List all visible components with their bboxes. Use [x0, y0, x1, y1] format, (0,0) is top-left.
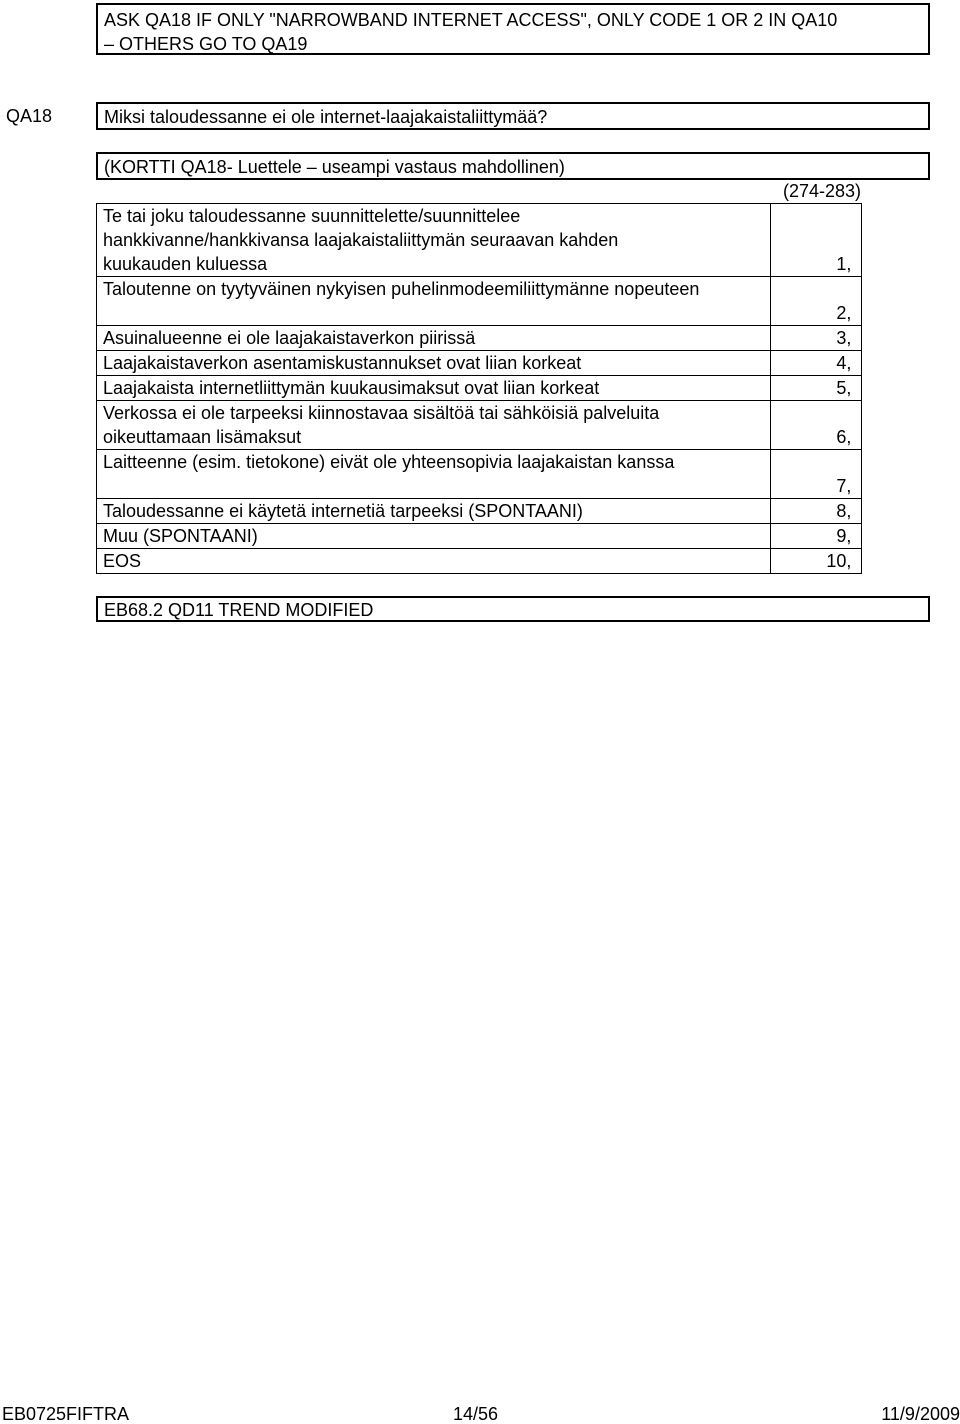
answer-option-spacer: [862, 277, 930, 326]
answer-option-code: 8,: [770, 499, 862, 524]
answer-option-line: oikeuttamaan lisämaksut: [103, 427, 302, 447]
answer-option-line: hankkivanne/hankkivansa laajakaistaliittymän seuraavan kahden: [103, 230, 619, 250]
answer-option-spacer: [862, 499, 930, 524]
question-number: QA18: [6, 106, 53, 126]
answer-option-spacer: [862, 401, 930, 450]
answer-option-text: [97, 401, 771, 450]
answer-option-code: 4,: [770, 351, 862, 376]
answer-option-code: 6,: [770, 401, 862, 450]
question-text: Miksi taloudessanne ei ole internet-laajakaistaliittymää?: [104, 107, 548, 127]
answer-option-line: Asuinalueenne ei ole laajakaistaverkon piirissä: [103, 328, 476, 348]
source-reference-text: EB68.2 QD11 TREND MODIFIED: [104, 600, 374, 620]
answer-option-spacer: [862, 549, 930, 574]
answer-option-line: [103, 301, 770, 325]
answer-option-line: Laajakaistaverkon asentamiskustannukset ovat liian korkeat: [103, 353, 582, 373]
answer-option-text: [97, 277, 771, 326]
answer-option-text: [97, 499, 771, 524]
answer-option-line: Taloutenne on tyytyväinen nykyisen puhelinmodeemiliittymänne nopeuteen: [103, 279, 700, 299]
answer-option-code: 7,: [770, 450, 862, 499]
answer-option-spacer: [862, 376, 930, 401]
card-instruction-box: [96, 152, 930, 180]
answer-option-row: [97, 204, 930, 277]
answer-option-spacer: [862, 326, 930, 351]
answer-option-text: [97, 351, 771, 376]
answer-option-row: [97, 450, 930, 499]
footer-document-id: EB0725FIFTRA: [2, 1404, 130, 1424]
answer-option-code: 2,: [770, 277, 862, 326]
answer-option-code: 3,: [770, 326, 862, 351]
footer-page-number: 14/56: [453, 1404, 499, 1424]
answer-option-code: 9,: [770, 524, 862, 549]
answer-option-row: [97, 351, 930, 376]
answer-option-line: Verkossa ei ole tarpeeksi kiinnostavaa sisältöä tai sähköisiä palveluita: [103, 403, 660, 423]
answer-option-row: [97, 524, 930, 549]
answer-option-row: [97, 376, 930, 401]
answer-option-line: Laitteenne (esim. tietokone) eivät ole yhteensopivia laajakaistan kanssa: [103, 452, 675, 472]
routing-instruction-box: [96, 3, 930, 55]
answer-option-line: Te tai joku taloudessanne suunnittelette/suunnittelee: [103, 206, 521, 226]
answer-option-row: [97, 326, 930, 351]
column-range: (274-283): [782, 181, 862, 201]
answer-option-line: kuukauden kuluessa: [103, 254, 268, 274]
answer-option-text: [97, 204, 771, 277]
answer-option-code: 1,: [770, 204, 862, 277]
answer-option-spacer: [862, 524, 930, 549]
answer-option-text: [97, 549, 771, 574]
answer-option-code: 5,: [770, 376, 862, 401]
routing-instruction-line-2: – OTHERS GO TO QA19: [104, 34, 308, 54]
answer-option-row: [97, 401, 930, 450]
answer-option-spacer: [862, 351, 930, 376]
answer-option-code: 10,: [770, 549, 862, 574]
answer-option-spacer: [862, 450, 930, 499]
footer-date: 11/9/2009: [881, 1404, 960, 1424]
routing-instruction-line-1: ASK QA18 IF ONLY "NARROWBAND INTERNET ACCESS", ONLY CODE 1 OR 2 IN QA10: [104, 10, 838, 30]
card-instruction-text: (KORTTI QA18- Luettele – useampi vastaus mahdollinen): [104, 157, 565, 177]
answer-option-line: Muu (SPONTAANI): [103, 526, 258, 546]
answer-option-text: [97, 450, 771, 499]
answer-option-line: EOS: [103, 551, 142, 571]
answer-option-row: [97, 549, 930, 574]
answer-option-line: Taloudessanne ei käytetä internetiä tarpeeksi (SPONTAANI): [103, 501, 583, 521]
answer-option-text: [97, 376, 771, 401]
answer-option-spacer: [862, 204, 930, 277]
source-reference-box: [96, 596, 930, 622]
answer-option-row: [97, 499, 930, 524]
answer-option-line: Laajakaista internetliittymän kuukausimaksut ovat liian korkeat: [103, 378, 600, 398]
question-text-box: [96, 102, 930, 130]
answer-option-text: [97, 524, 771, 549]
answer-option-text: [97, 326, 771, 351]
answer-option-row: [97, 277, 930, 326]
answer-options-table: [96, 203, 930, 574]
answer-option-line: [103, 474, 770, 498]
